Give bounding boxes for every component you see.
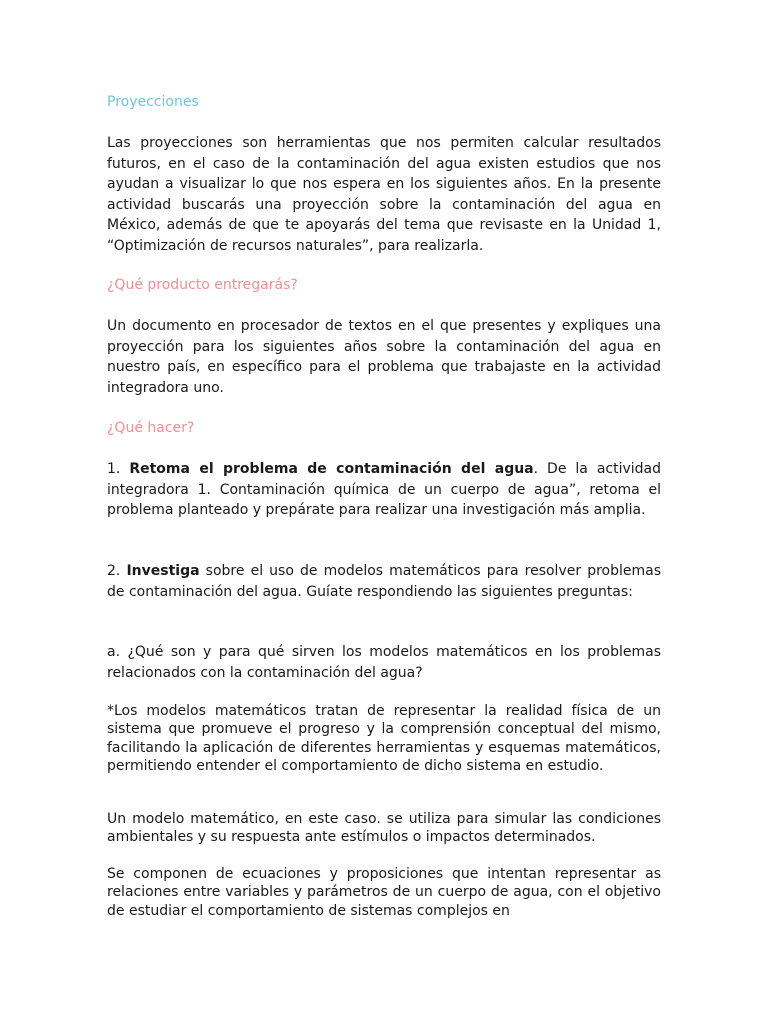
todo-heading: ¿Qué hacer? (107, 420, 195, 436)
step-1-number: 1. (107, 461, 121, 477)
step-1-bold: Retoma el problema de contaminación del agua (129, 461, 534, 477)
intro-paragraph: Las proyecciones son herramientas que nos permiten calcular resultados futuros, en el caso de la contaminación del agua existen estudios que nos ayudan a visualizar lo que nos espera en los siguientes años. En la presente actividad buscarás una proyección sobre la contaminación del agua en México, además de que te apoyarás del tema que revisaste en la Unidad 1, “Optimización de recursos naturales”, para realizarla. (107, 135, 661, 254)
product-heading: ¿Qué producto entregarás? (107, 277, 298, 293)
step-1-paragraph (107, 459, 661, 521)
step-1-text: . De la actividad integradora 1. Contaminación química de un cuerpo de agua”, retoma el problema planteado y prepárate para realizar una investigación más amplia. (107, 461, 662, 518)
question-a: a. ¿Qué son y para qué sirven los modelos matemáticos en los problemas relacionados con la contaminación del agua? (107, 644, 661, 681)
answer-paragraph-1: *Los modelos matemáticos tratan de representar la realidad física de un sistema que promueve el progreso y la comprensión conceptual del mismo, facilitando la aplicación de diferentes herramientas y esquemas matemáticos, permitiendo entender el comportamiento de dicho sistema en estudio. (107, 703, 661, 774)
product-paragraph: Un documento en procesador de textos en el que presentes y expliques una proyección para los siguientes años sobre la contaminación del agua en nuestro país, en específico para el problema que trabajaste en la actividad integradora uno. (107, 318, 661, 396)
step-2-bold: Investiga (126, 563, 200, 579)
section-title: Proyecciones (107, 94, 199, 110)
answer-paragraph-2: Un modelo matemático, en este caso. se utiliza para simular las condiciones ambientales y su respuesta ante estímulos o impactos determinados. (107, 811, 661, 846)
step-2-paragraph (107, 561, 661, 602)
step-2-text: sobre el uso de modelos matemáticos para resolver problemas de contaminación del agua. Guíate respondiendo las siguientes preguntas: (107, 563, 662, 600)
answer-paragraph-3: Se componen de ecuaciones y proposiciones que intentan representar as relaciones entre variables y parámetros de un cuerpo de agua, con el objetivo de estudiar el comportamiento de sistemas complejos en (107, 866, 661, 919)
step-2-number: 2. (107, 563, 121, 579)
